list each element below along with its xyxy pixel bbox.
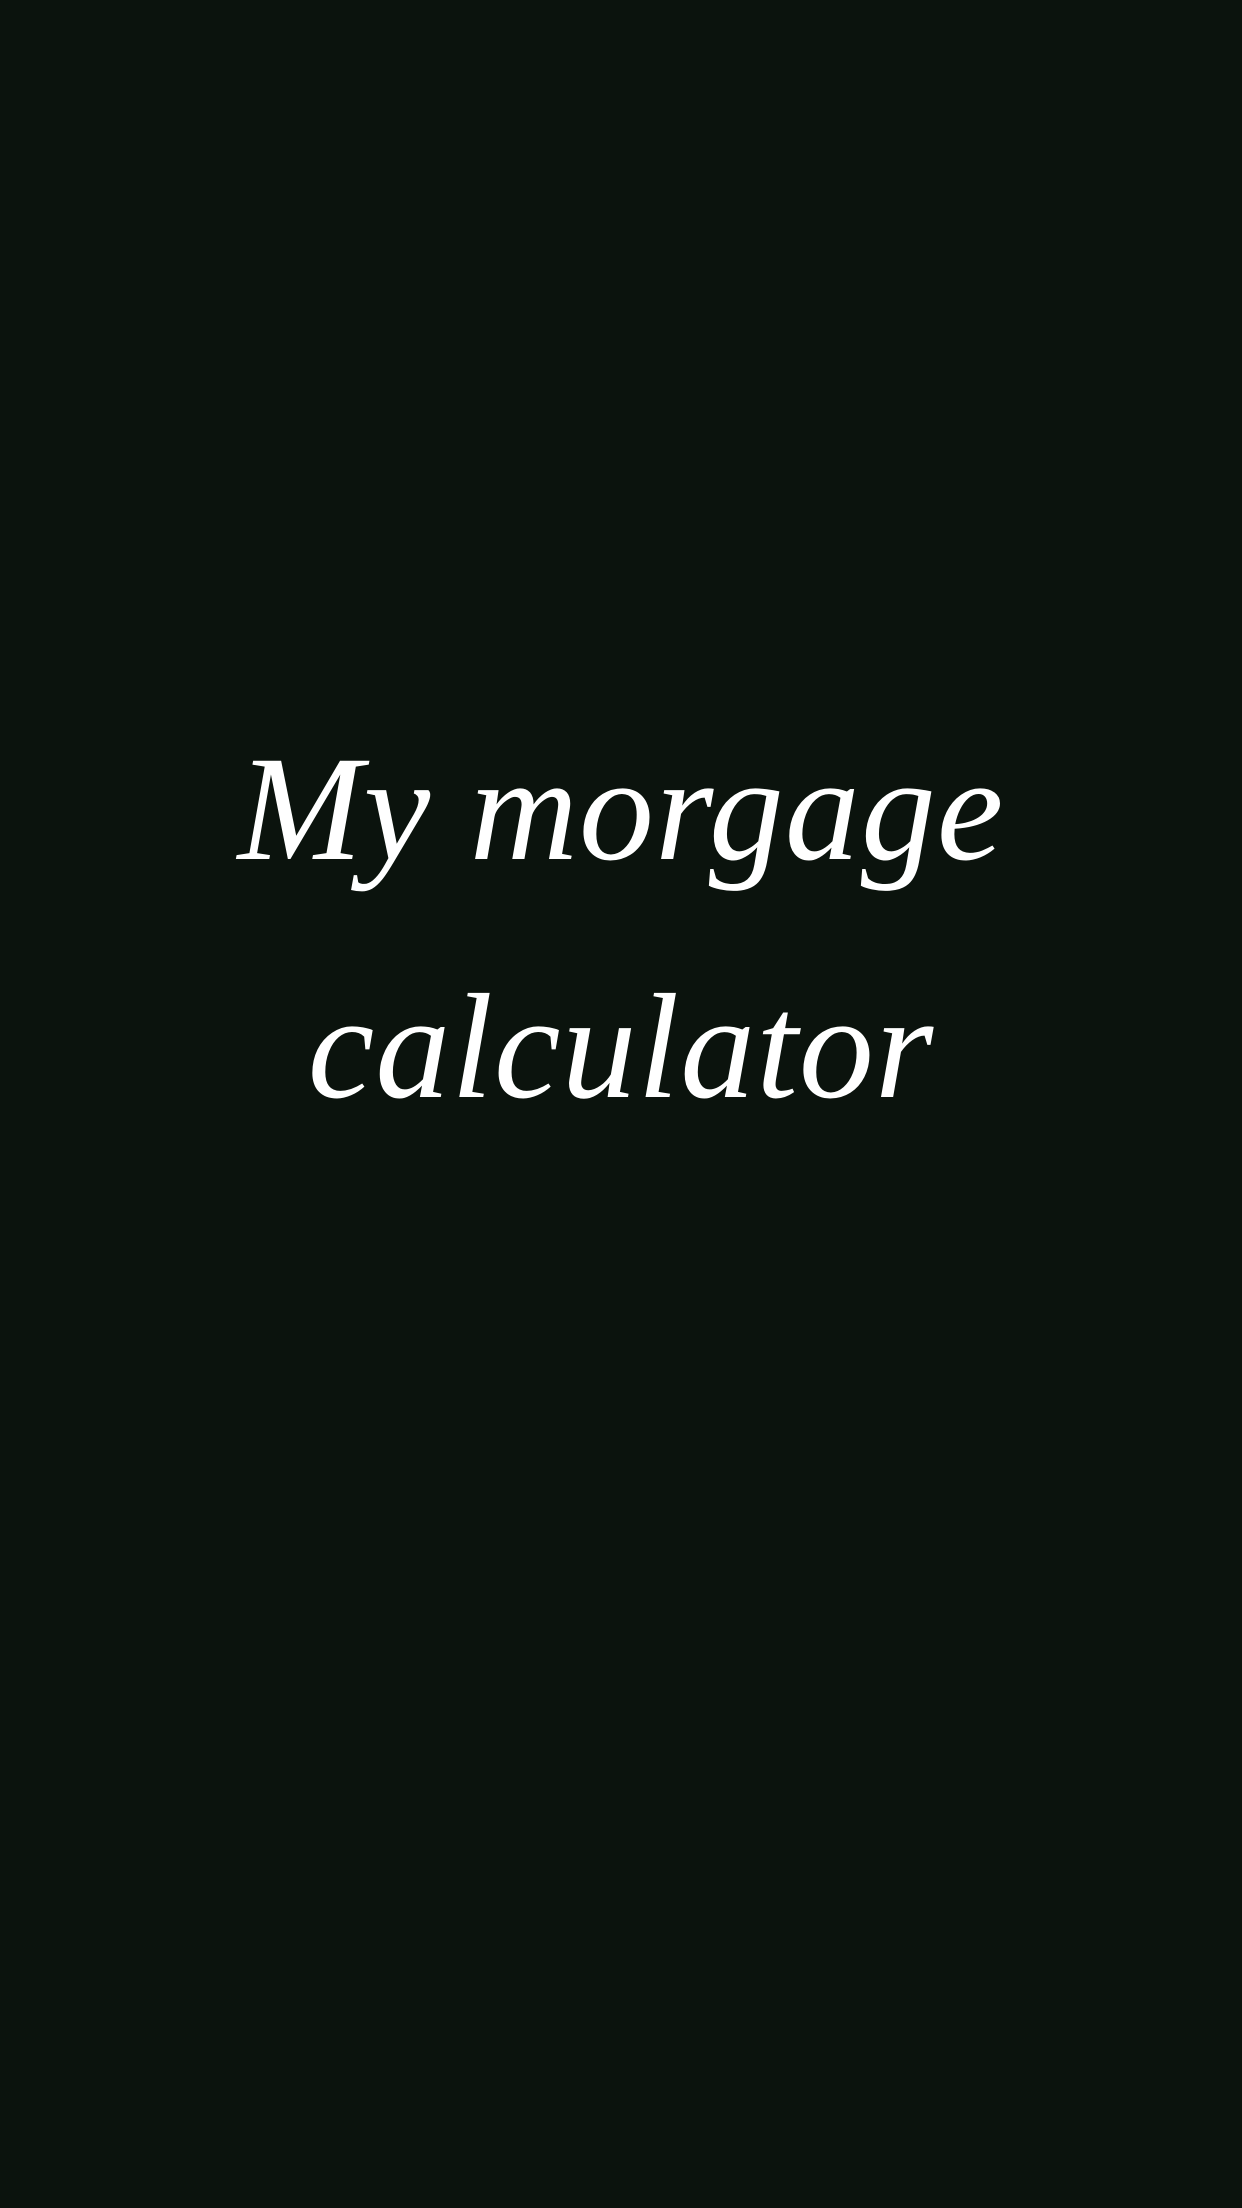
app-title-line-2: calculator <box>307 964 935 1130</box>
app-title-line-1: My morgage <box>237 726 1005 892</box>
app-title <box>0 690 1242 1166</box>
